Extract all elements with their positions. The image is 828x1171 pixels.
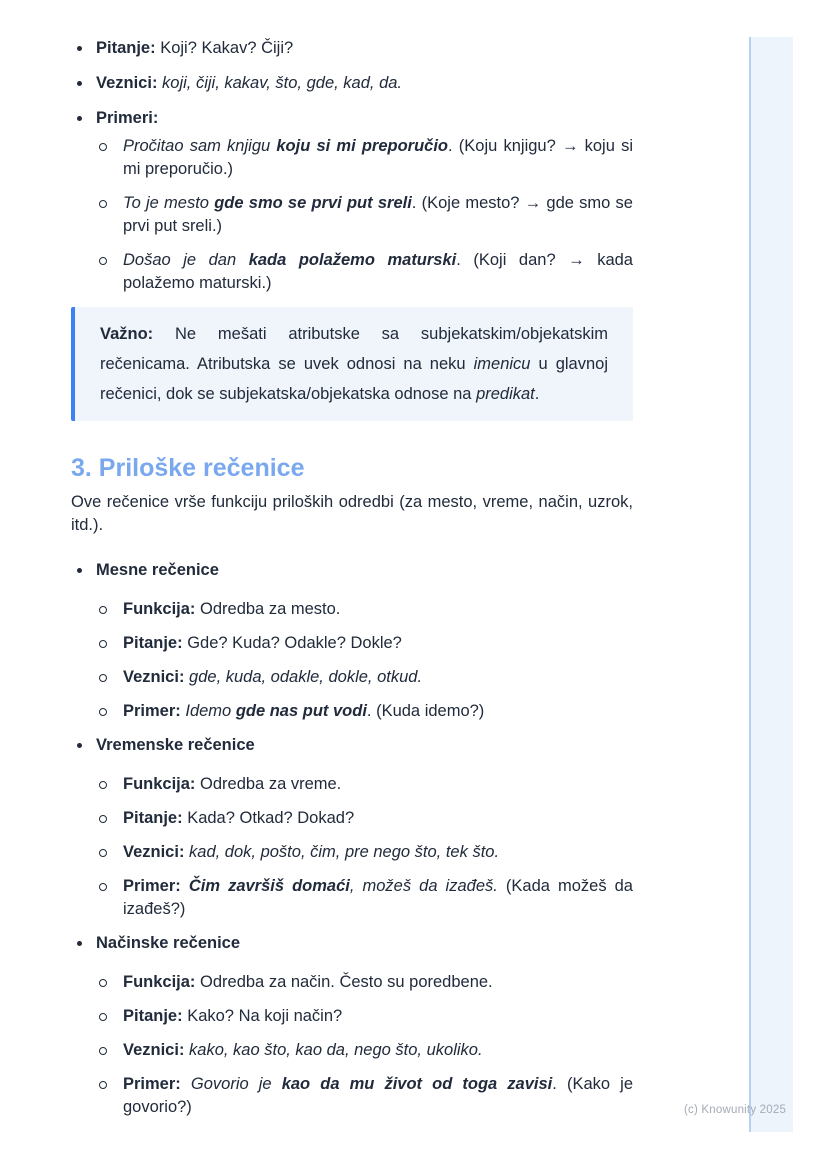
subsection-rows <box>96 773 633 921</box>
circle-bullet-icon <box>99 781 107 789</box>
term-label: Primer: <box>123 702 181 720</box>
example-item <box>96 135 633 181</box>
section-intro: Ove rečenice vrše funkciju priloških odredbi (za mesto, vreme, način, uzrok, itd.). <box>71 493 633 534</box>
term-text-italic: koji, čiji, kakav, što, gde, kad, da. <box>157 74 403 92</box>
term-label: Primeri: <box>96 109 159 127</box>
term-label: Pitanje: <box>96 39 156 57</box>
copyright-watermark: (c) Knowunity 2025 <box>684 1104 787 1116</box>
circle-bullet-icon <box>99 200 107 208</box>
term-label: Primer: <box>123 1075 181 1093</box>
term-label: Primer: <box>123 877 181 895</box>
term-text: Gde? Kuda? Odakle? Dokle? <box>182 634 402 652</box>
example-lead: Idemo <box>180 702 236 720</box>
bullet-icon <box>77 81 82 86</box>
term-text: Koji? Kakav? Čiji? <box>155 39 294 57</box>
circle-bullet-icon <box>99 883 107 891</box>
grammar-row <box>96 773 633 796</box>
subsection-title: Vremenske rečenice <box>96 736 255 754</box>
circle-bullet-icon <box>99 674 107 682</box>
term-label: Pitanje: <box>123 809 183 827</box>
subsection-title: Mesne rečenice <box>96 561 219 579</box>
document-content <box>71 37 633 1130</box>
example-lead: Pročitao sam knjigu <box>123 137 277 155</box>
subsection-title: Načinske rečenice <box>96 934 241 952</box>
example-note: . (Kako je govorio?) <box>123 1075 633 1116</box>
term-text: Odredba za način. Često su poredbene. <box>195 973 493 991</box>
term-label: Veznici: <box>123 843 185 861</box>
subsection-vremenske <box>71 734 633 921</box>
grammar-row <box>96 598 633 621</box>
section-heading: 3. Priloške rečenice <box>71 454 305 482</box>
bullet-icon <box>77 743 82 748</box>
example-clause: gde nas put vodi <box>235 702 367 720</box>
callout-term: imenicu <box>473 355 531 373</box>
example-item <box>96 192 633 238</box>
bullet-icon <box>77 941 82 946</box>
term-text: Kako? Na koji način? <box>182 1007 343 1025</box>
example-note: (Kada možeš da izađeš?) <box>123 877 633 918</box>
term-label: Funkcija: <box>123 775 196 793</box>
term-label: Veznici: <box>123 1041 185 1059</box>
grammar-row <box>96 807 633 830</box>
attributske-list <box>71 37 633 295</box>
subsection-mesne <box>71 559 633 723</box>
callout-text: . <box>534 385 540 403</box>
example-clause: kada polažemo maturski <box>248 251 457 269</box>
example-lead: Došao je dan <box>123 251 249 269</box>
grammar-row <box>96 666 633 689</box>
term-label: Pitanje: <box>123 634 183 652</box>
term-text-italic: kako, kao što, kao da, nego što, ukoliko. <box>184 1041 483 1059</box>
term-label: Veznici: <box>96 74 158 92</box>
list-item <box>71 107 633 295</box>
subsection-nacinske <box>71 932 633 1119</box>
example-clause: Čim završiš domaći <box>188 877 350 895</box>
example-clause: kao da mu život od toga zavisi <box>281 1075 553 1093</box>
circle-bullet-icon <box>99 606 107 614</box>
grammar-row <box>96 841 633 864</box>
example-note: . (Koji dan? → kada polažemo maturski.) <box>123 251 633 292</box>
circle-bullet-icon <box>99 143 107 151</box>
circle-bullet-icon <box>99 257 107 265</box>
term-text: Odredba za vreme. <box>195 775 342 793</box>
term-label: Funkcija: <box>123 973 196 991</box>
circle-bullet-icon <box>99 849 107 857</box>
grammar-row <box>96 1005 633 1028</box>
grammar-row <box>96 700 633 723</box>
circle-bullet-icon <box>99 815 107 823</box>
term-text: Odredba za mesto. <box>195 600 341 618</box>
grammar-row <box>96 1073 633 1119</box>
priloske-list <box>71 559 633 1119</box>
term-text-italic: gde, kuda, odakle, dokle, otkud. <box>184 668 423 686</box>
circle-bullet-icon <box>99 708 107 716</box>
example-clause: koju si mi preporučio <box>276 137 449 155</box>
example-lead: To je mesto <box>123 194 215 212</box>
bullet-icon <box>77 46 82 51</box>
circle-bullet-icon <box>99 1081 107 1089</box>
term-text-italic: kad, dok, pošto, čim, pre nego što, tek što. <box>184 843 500 861</box>
circle-bullet-icon <box>99 1047 107 1055</box>
example-lead <box>181 877 189 895</box>
grammar-row <box>96 875 633 921</box>
page-edge-strip <box>749 37 793 1132</box>
callout-term: predikat <box>476 385 535 403</box>
example-item <box>96 249 633 295</box>
bullet-icon <box>77 568 82 573</box>
grammar-row <box>96 1039 633 1062</box>
grammar-row <box>96 971 633 994</box>
example-lead: Govorio je <box>180 1075 282 1093</box>
circle-bullet-icon <box>99 979 107 987</box>
example-note: . (Koje mesto? → gde smo se prvi put sreli.) <box>123 194 633 235</box>
term-text: Kada? Otkad? Dokad? <box>182 809 355 827</box>
important-callout <box>71 307 633 421</box>
example-note: . (Koju knjigu? → koju si mi preporučio.) <box>123 137 633 178</box>
list-item <box>71 37 633 60</box>
subsection-rows <box>96 598 633 723</box>
callout-text: Ne mešati atributske sa subjekatskim/objekatskim rečenicama. Atributska se uvek odnosi na neku <box>100 325 608 373</box>
callout-text: u glavnoj rečenici, dok se subjekatska/objekatska odnose na <box>100 355 609 403</box>
circle-bullet-icon <box>99 1013 107 1021</box>
example-clause: gde smo se prvi put sreli <box>214 194 412 212</box>
example-tail-italic: , možeš da izađeš. <box>349 877 498 895</box>
term-label: Pitanje: <box>123 1007 183 1025</box>
callout-label: Važno: <box>100 325 154 343</box>
circle-bullet-icon <box>99 640 107 648</box>
grammar-row <box>96 632 633 655</box>
list-item <box>71 72 633 95</box>
bullet-icon <box>77 116 82 121</box>
examples-list <box>96 135 633 295</box>
subsection-rows <box>96 971 633 1119</box>
example-note: . (Kuda idemo?) <box>366 702 485 720</box>
term-label: Veznici: <box>123 668 185 686</box>
term-label: Funkcija: <box>123 600 196 618</box>
